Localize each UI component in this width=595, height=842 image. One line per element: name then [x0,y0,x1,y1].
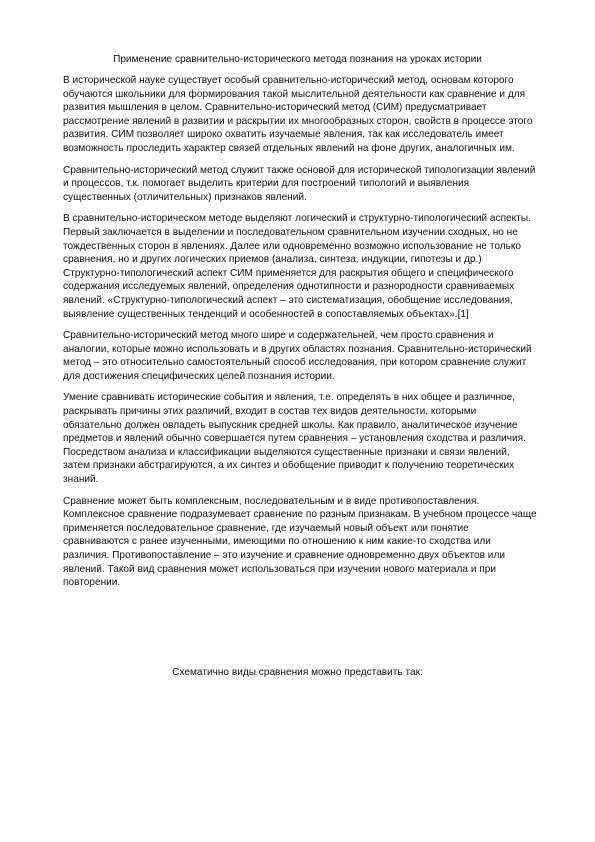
paragraph-2: Сравнительно-исторический метод служит также основой для исторической типологизации явлений и процессов, т.к. помогает выделить критерии для построений типологий и выявления существенных (отличительных) признаков явлений. [63,164,536,203]
document-body [63,74,537,598]
document-title: Применение сравнительно-исторического метода познания на уроках истории [113,54,482,65]
paragraph-3: В сравнительно-историческом методе выделяют логический и структурно-типологический аспекты. Первый заключается в выделении и последовательном сравнительном изучении сходных, но не тождественных сторон в явлениях. Далее или одновременно возможно использование не только сравнения, но и других логических приемов (анализа, синтеза, индукции, гипотезы и др.) Структурно-типологический аспект СИМ применяется для раскрытия общего и специфического содержания исследуемых явлений, определения однотипности и разнородности сравниваемых явлений. «Структурно-типологический аспект – это систематизация, обобщение исследования, выявление существенных тенденций и особенностей в сопоставляемых объектах».[1] [63,213,531,320]
paragraph-4: Сравнительно-исторический метод много шире и содержательней, чем просто сравнения и аналогии, которые можно использовать и в других областях познания. Сравнительно-исторический метод – это относительно самостоятельный способ исследования, при котором сравнение служит для достижения специфических целей познания истории. [63,330,532,382]
paragraph-5: Умение сравнивать исторические события и явления, т.е. определять в них общее и различное, раскрывать причины этих различий, входит в состав тех видов деятельности, которыми обязательно должен овладеть выпускник средней школы. Как правило, аналитическое изучение предметов и явлений обычно совершается путем сравнения – установления сходства и различия. Посредством анализа и классификации выделяются существенные признаки и связи явлений, затем признаки абстрагируются, а их синтез и обобщение приводит к получению теоретических знаний. [63,392,526,486]
paragraph-6: Сравнение может быть комплексным, последовательным и в виде противопоставления. Комплексное сравнение подразумевает сравнение по разным признакам. В учебном процессе чаще применяется последовательное сравнение, где изучаемый новый объект или понятие сравниваются с ранее изученными, имеющими по отношению к ним какие-то сходства или различия. Противопоставление – это изучение и сравнение одновременно двух объектов или явлений. Такой вид сравнения может использоваться при изучении нового материала и при повторении. [63,495,537,589]
closing-line: Схематично виды сравнения можно представить так: [172,667,423,678]
paragraph-1: В исторической науке существует особый сравнительно-исторический метод, основам которого обучаются школьники для формирования такой мыслительной деятельности как сравнение и для развития мышления в целом. Сравнительно-исторический метод (СИМ) предусматривает рассмотрение явлений в развитии и раскрытии их многообразных сторон, свойств в процессе этого развития. СИМ позволяет широко охватить изучаемые явления, так как исследователь имеет возможность проследить характер связей отдельных явлений на фоне других, аналогичных им. [63,75,533,154]
